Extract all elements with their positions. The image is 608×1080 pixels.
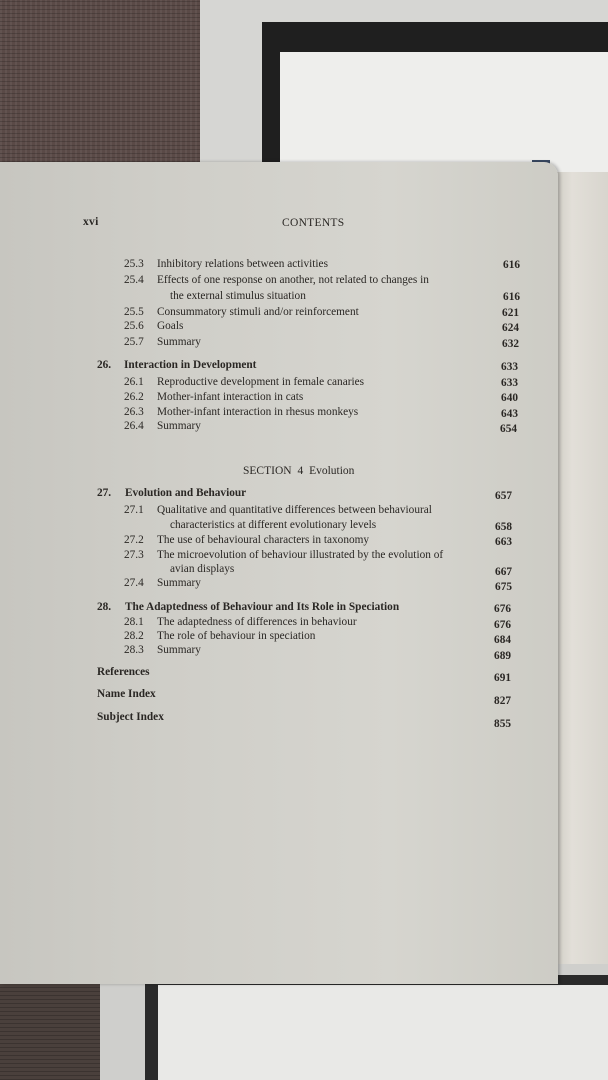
entry-title: Summary xyxy=(157,577,201,589)
entry-number: 27.1 xyxy=(124,504,144,516)
entry-title: The role of behaviour in speciation xyxy=(157,630,316,642)
entry-page: 632 xyxy=(502,338,519,350)
chapter-title: Evolution and Behaviour xyxy=(125,487,247,499)
page-number: xvi xyxy=(83,216,99,228)
entry-title: Summary xyxy=(157,420,201,432)
entry-title: Goals xyxy=(157,320,184,332)
entry-title: The adaptedness of differences in behaviour xyxy=(157,616,357,628)
floor-background xyxy=(0,970,110,1080)
entry-title-continued: characteristics at different evolutionary levels xyxy=(170,519,377,531)
entry-number: 27.2 xyxy=(124,534,144,546)
entry-page: 663 xyxy=(495,536,512,548)
entry-page: 633 xyxy=(501,377,518,389)
entry-page: 621 xyxy=(502,307,519,319)
entry-page: 689 xyxy=(494,650,511,662)
entry-number: 26.4 xyxy=(124,420,144,432)
entry-title: Effects of one response on another, not related to changes in xyxy=(157,274,429,286)
entry-title: Mother-infant interaction in cats xyxy=(157,391,304,403)
entry-number: 28.2 xyxy=(124,630,144,642)
entry-number: 26.3 xyxy=(124,406,144,418)
entry-title: Consummatory stimuli and/or reinforcement xyxy=(157,306,359,318)
references-page: 691 xyxy=(494,672,511,684)
entry-page: 616 xyxy=(503,291,520,303)
entry-title-continued: avian displays xyxy=(170,563,235,575)
chapter-number: 28. xyxy=(97,601,112,613)
section-label: SECTION xyxy=(243,465,292,477)
section-number: 4 xyxy=(297,465,304,477)
box-bottom-paper xyxy=(158,985,608,1080)
entry-number: 26.2 xyxy=(124,391,144,403)
entry-number: 25.7 xyxy=(124,336,144,348)
entry-page: 643 xyxy=(501,408,518,420)
entry-page: 675 xyxy=(495,581,512,593)
entry-number: 25.6 xyxy=(124,320,144,332)
chapter-page: 676 xyxy=(494,603,511,615)
entry-number: 27.4 xyxy=(124,577,144,589)
chapter-title: Interaction in Development xyxy=(124,359,257,371)
entry-title: Mother-infant interaction in rhesus monkeys xyxy=(157,406,359,418)
entry-page: 667 xyxy=(495,566,512,578)
entry-page: 624 xyxy=(502,322,519,334)
entry-number: 25.4 xyxy=(124,274,144,286)
entry-page: 676 xyxy=(494,619,511,631)
entry-title: The microevolution of behaviour illustrated by the evolution of xyxy=(157,549,444,561)
entry-title-continued: the external stimulus situation xyxy=(170,290,306,302)
chapter-page: 657 xyxy=(495,490,512,502)
entry-page: 684 xyxy=(494,634,511,646)
entry-number: 25.3 xyxy=(124,258,144,270)
section-heading xyxy=(243,465,354,478)
name-index-title: Name Index xyxy=(97,688,156,700)
subject-index-page: 855 xyxy=(494,718,511,730)
entry-number: 26.1 xyxy=(124,376,144,388)
subject-index-title: Subject Index xyxy=(97,711,164,723)
chapter-number: 26. xyxy=(97,359,112,371)
references-title: References xyxy=(97,666,150,678)
page-title: CONTENTS xyxy=(282,217,345,229)
entry-page: 654 xyxy=(500,423,517,435)
name-index-page: 827 xyxy=(494,695,511,707)
entry-title: The use of behavioural characters in taxonomy xyxy=(157,534,370,546)
chapter-page: 633 xyxy=(501,361,518,373)
chapter-title: The Adaptedness of Behaviour and Its Role in Speciation xyxy=(125,601,400,613)
entry-title: Inhibitory relations between activities xyxy=(157,258,328,270)
entry-number: 28.3 xyxy=(124,644,144,656)
entry-title: Qualitative and quantitative differences between behavioural xyxy=(157,504,432,516)
entry-number: 25.5 xyxy=(124,306,144,318)
section-name: Evolution xyxy=(309,465,355,477)
entry-title: Summary xyxy=(157,644,201,656)
chapter-number: 27. xyxy=(97,487,112,499)
entry-number: 27.3 xyxy=(124,549,144,561)
box-paper xyxy=(280,52,608,177)
entry-title: Summary xyxy=(157,336,201,348)
entry-title: Reproductive development in female canaries xyxy=(157,376,365,388)
entry-number: 28.1 xyxy=(124,616,144,628)
entry-page: 658 xyxy=(495,521,512,533)
entry-page: 640 xyxy=(501,392,518,404)
entry-page: 616 xyxy=(503,259,520,271)
